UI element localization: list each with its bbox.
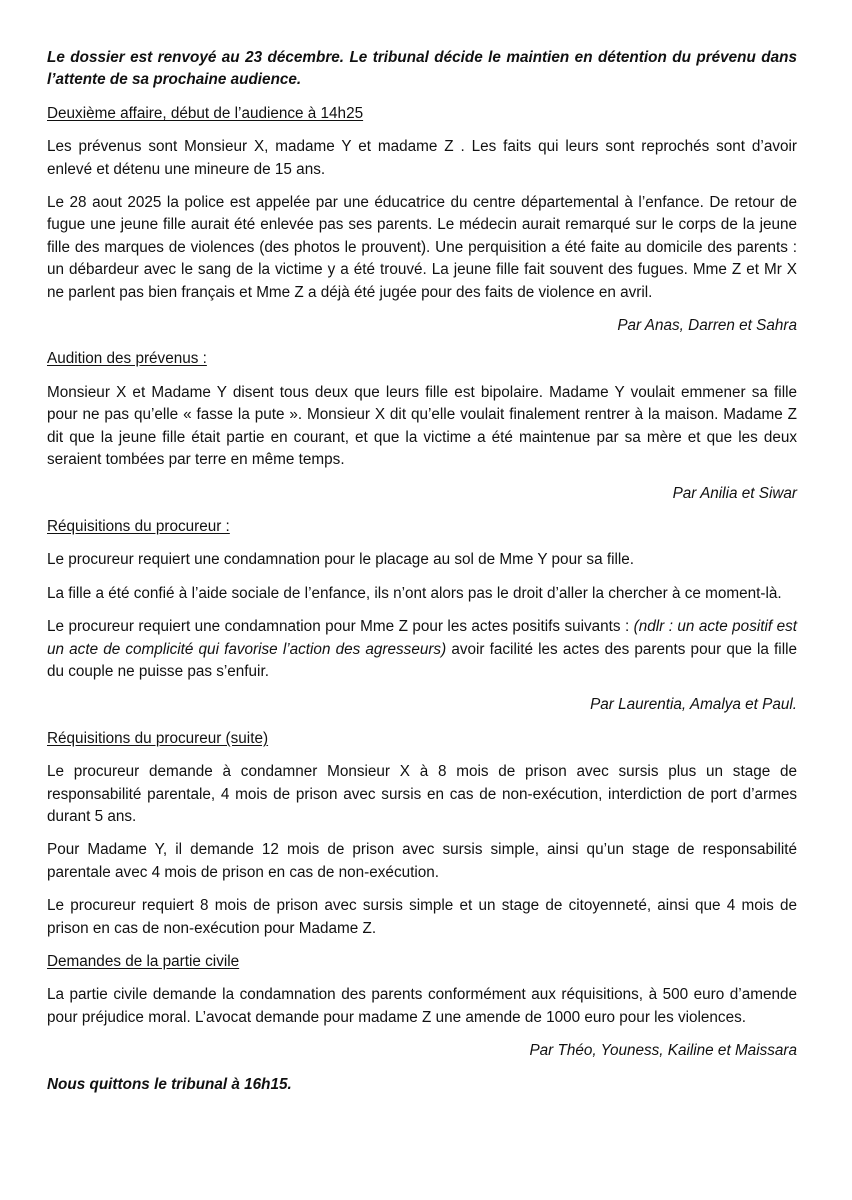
heading-requisitions-suite-text: Réquisitions du procureur (suite) (47, 729, 269, 747)
req3-end: avoir facilité les actes des parents pour que la fille du couple ne puisse pas s’enfuir. (47, 640, 798, 680)
paragraph-faits: Le 28 aout 2025 la police est appelée par une éducatrice du centre départemental à l’enfance. De retour de fugue une jeune fille aurait été enlevée pas ses parents. Le médecin aurait remarqué sur le corps de la jeune fille des marques de violences (des photos le prouvent). Une perquisition a été faite au domicile des parents : un débardeur avec le sang de la victime y a été trouvé. La jeune fille fait souvent des fugues. Mme Z et Mr X ne parlent pas bien français et Mme Z a déjà été jugée pour des faits de violence en avril. (47, 194, 797, 301)
paragraph-prevenus: Les prévenus sont Monsieur X, madame Y et madame Z . Les faits qui leurs sont reprochés sont d’avoir enlevé et détenu une mineure de 15 ans. (47, 138, 797, 178)
closing-statement: Nous quittons le tribunal à 16h15. (47, 1075, 292, 1093)
paragraph-requisition-1: Le procureur requiert une condamnation pour le placage au sol de Mme Y pour sa fille. (47, 551, 635, 569)
heading-affaire-text: Deuxième affaire, début de l’audience à 14h25 (47, 104, 364, 122)
opening-statement: Le dossier est renvoyé au 23 décembre. Le tribunal décide le maintien en détention du prévenu dans l’attente de sa prochaine audience. (47, 49, 797, 89)
paragraph-suite-2: Pour Madame Y, il demande 12 mois de prison avec sursis simple, ainsi qu’un stage de responsabilité parentale avec 4 mois de prison en cas de non-exécution. (47, 841, 797, 881)
signature-4: Par Théo, Youness, Kailine et Maissara (529, 1042, 797, 1060)
heading-audition-text: Audition des prévenus : (47, 350, 207, 368)
signature-3: Par Laurentia, Amalya et Paul. (590, 696, 797, 714)
document-page (47, 47, 797, 1107)
signature-1: Par Anas, Darren et Sahra (617, 317, 797, 335)
paragraph-partie-civile: La partie civile demande la condamnation des parents conformément aux réquisitions, à 500 euro d’amende pour préjudice moral. L’avocat demande pour madame Z une amende de 1000 euro pour les violences. (47, 986, 797, 1026)
paragraph-audition: Monsieur X et Madame Y disent tous deux que leurs fille est bipolaire. Madame Y voulait emmener sa fille pour ne pas qu’elle « fasse la pute ». Monsieur X dit qu’elle voulait finalement rentrer à la maison. Madame Z dit que la jeune fille était partie en courant, et que la victime a été maintenue par sa mère et que les deux seraient tombées par terre en même temps. (47, 383, 797, 469)
req3-editor-note: (ndlr : un acte positif est un acte de complicité qui favorise l’action des agresseurs) (47, 618, 797, 658)
heading-partie-civile-text: Demandes de la partie civile (47, 953, 240, 970)
heading-requisitions-text: Réquisitions du procureur : (47, 517, 230, 535)
section-heading-partie-civile (47, 951, 797, 973)
req3-start: Le procureur requiert une condamnation pour Mme Z pour les actes positifs suivants : (47, 618, 634, 636)
paragraph-suite-1: Le procureur demande à condamner Monsieur X à 8 mois de prison avec sursis plus un stage de responsabilité parentale, 4 mois de prison avec sursis en cas de non-exécution, interdiction de port d’armes durant 5 ans. (47, 763, 797, 825)
paragraph-suite-3: Le procureur requiert 8 mois de prison avec sursis simple et un stage de citoyenneté, ainsi que 4 mois de prison en cas de non-exécution pour Madame Z. (47, 897, 797, 937)
paragraph-requisition-2: La fille a été confié à l’aide sociale de l’enfance, ils n’ont alors pas le droit d’aller la chercher à ce moment-là. (47, 584, 782, 602)
signature-2: Par Anilia et Siwar (672, 484, 797, 502)
section-heading-requisitions (47, 516, 797, 538)
section-heading-audition (47, 348, 797, 370)
section-heading-affaire (47, 103, 797, 125)
paragraph-requisition-3 (47, 616, 797, 683)
section-heading-requisitions-suite (47, 728, 797, 750)
